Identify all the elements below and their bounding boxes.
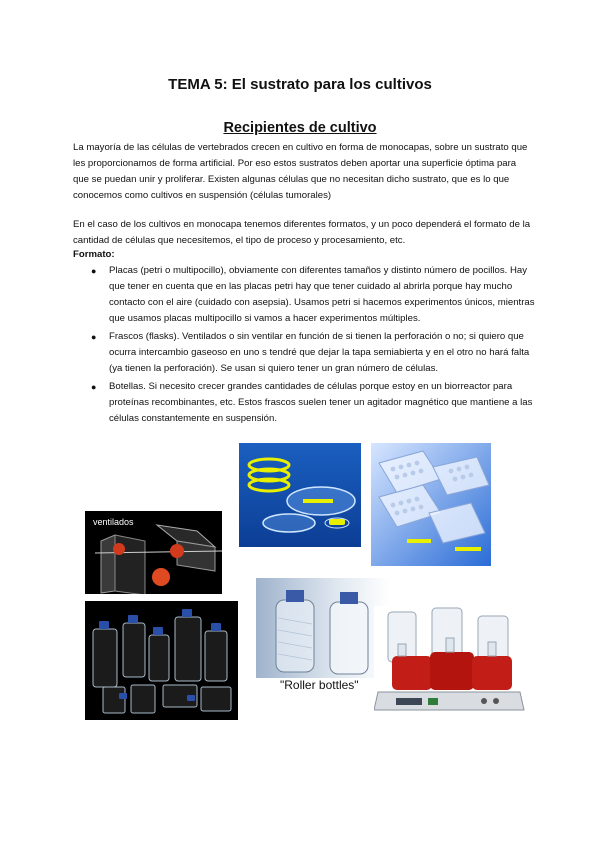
bioreactor-photo xyxy=(374,606,526,721)
bullet-icon: ● xyxy=(91,266,97,276)
document-title: TEMA 5: El sustrato para los cultivos xyxy=(168,76,432,93)
paragraph-monocapa: En el caso de los cultivos en monocapa tenemos diferentes formatos, y un poco dependerá el formato de la cantidad de células que necesitemos, el tipo de proceso y procesamiento, etc. xyxy=(73,219,531,246)
formato-list xyxy=(91,263,541,429)
section-subtitle: Recipientes de cultivo xyxy=(223,120,377,136)
list-item-botellas xyxy=(91,379,541,427)
list-item-text: Botellas. Si necesito crecer grandes cantidades de células porque estoy en un biorreactor para proteínas recombinantes, etc. Estos frascos suelen tener un agitador magnético que mantiene a las células constantemente en suspensión. xyxy=(109,381,533,424)
list-item-placas xyxy=(91,263,541,327)
ventilados-label: ventilados xyxy=(93,517,134,527)
ventilated-flasks-photo xyxy=(85,511,222,594)
list-item-text: Frascos (flasks). Ventilados o sin ventilar en función de si tienen la perforación o no; si quiero que ocurra intercambio gaseoso en uno s tendré que dejar la tapa semiabierta y en el otro no hará falta (ya tienen la perforación). Se usan si quiero tener un gran número de células. xyxy=(109,331,530,374)
list-item-text: Placas (petri o multipocillo), obviamente con diferentes tamaños y distinto número de pocillos. Hay que tener en cuenta que en las placas petri hay que tener cuidado al abrirla porque hay mucho contacto con el aire (cuidado con asepsia). Usamos petri si hacemos experimentos únicos, mientras que usamos placas multipocillo si vamos a hacer experimentos múltiples. xyxy=(109,265,535,324)
list-item-frascos xyxy=(91,329,541,377)
formato-label: Formato: xyxy=(73,249,115,260)
bullet-icon: ● xyxy=(91,382,97,392)
petri-dishes-photo xyxy=(239,443,361,547)
multiwell-plates-photo xyxy=(371,443,491,566)
paragraph-intro: La mayoría de las células de vertebrados crecen en cultivo en forma de monocapas, sobre un sustrato que les proporcionamos de forma artificial. Por eso estos sustratos deben aportar una superficie óptima para que se puedan unir y proliferar. Existen algunas células que no necesitan dicho sustrato, que es lo que conocemos como cultivos en suspensión (células tumorales) xyxy=(73,142,528,201)
bullet-icon: ● xyxy=(91,332,97,342)
roller-bottles-label: "Roller bottles" xyxy=(280,678,359,692)
roller-bottles-photo xyxy=(256,578,390,701)
culture-flasks-photo xyxy=(85,601,238,720)
